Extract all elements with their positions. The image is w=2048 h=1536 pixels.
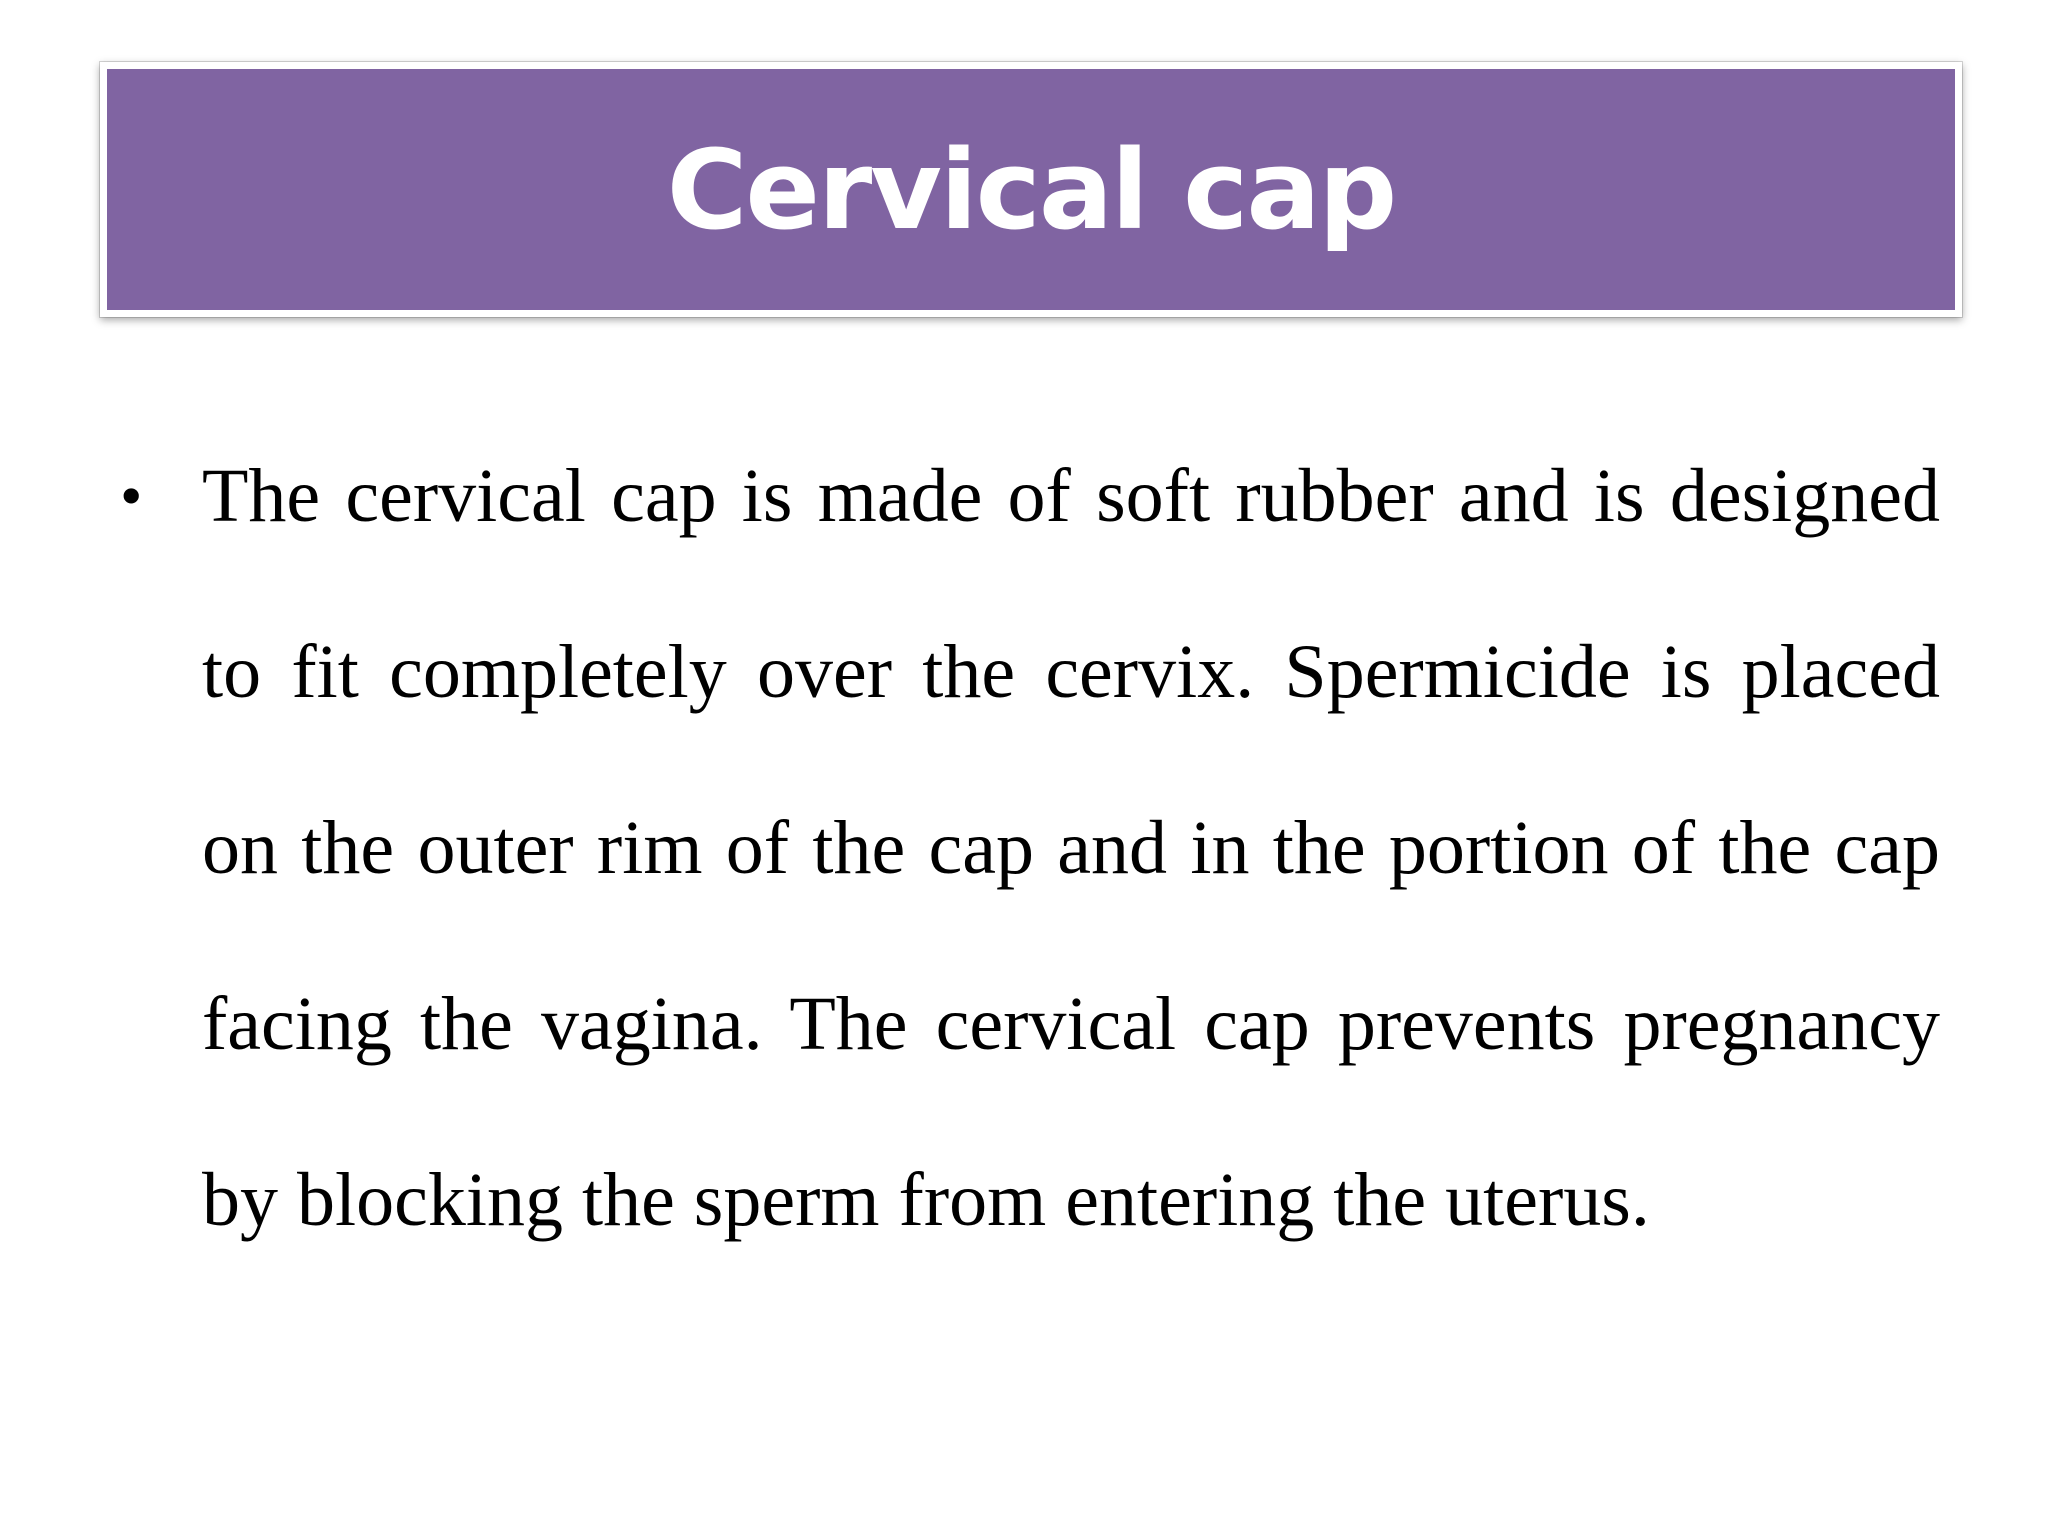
slide-title: Cervical cap [666, 125, 1396, 254]
bullet-list [120, 408, 1940, 1288]
bullet-marker: • [120, 460, 143, 531]
bullet-item [120, 408, 1940, 1288]
bullet-text: The cervical cap is made of soft rubber and is designed to fit completely over the cervix. Spermicide is placed on the outer rim of the cap and in the portion of the cap facing the vagina. The cervical cap prevents pregnancy by blocking the sperm from entering the uterus. [202, 454, 1940, 1242]
title-banner [100, 62, 1962, 317]
